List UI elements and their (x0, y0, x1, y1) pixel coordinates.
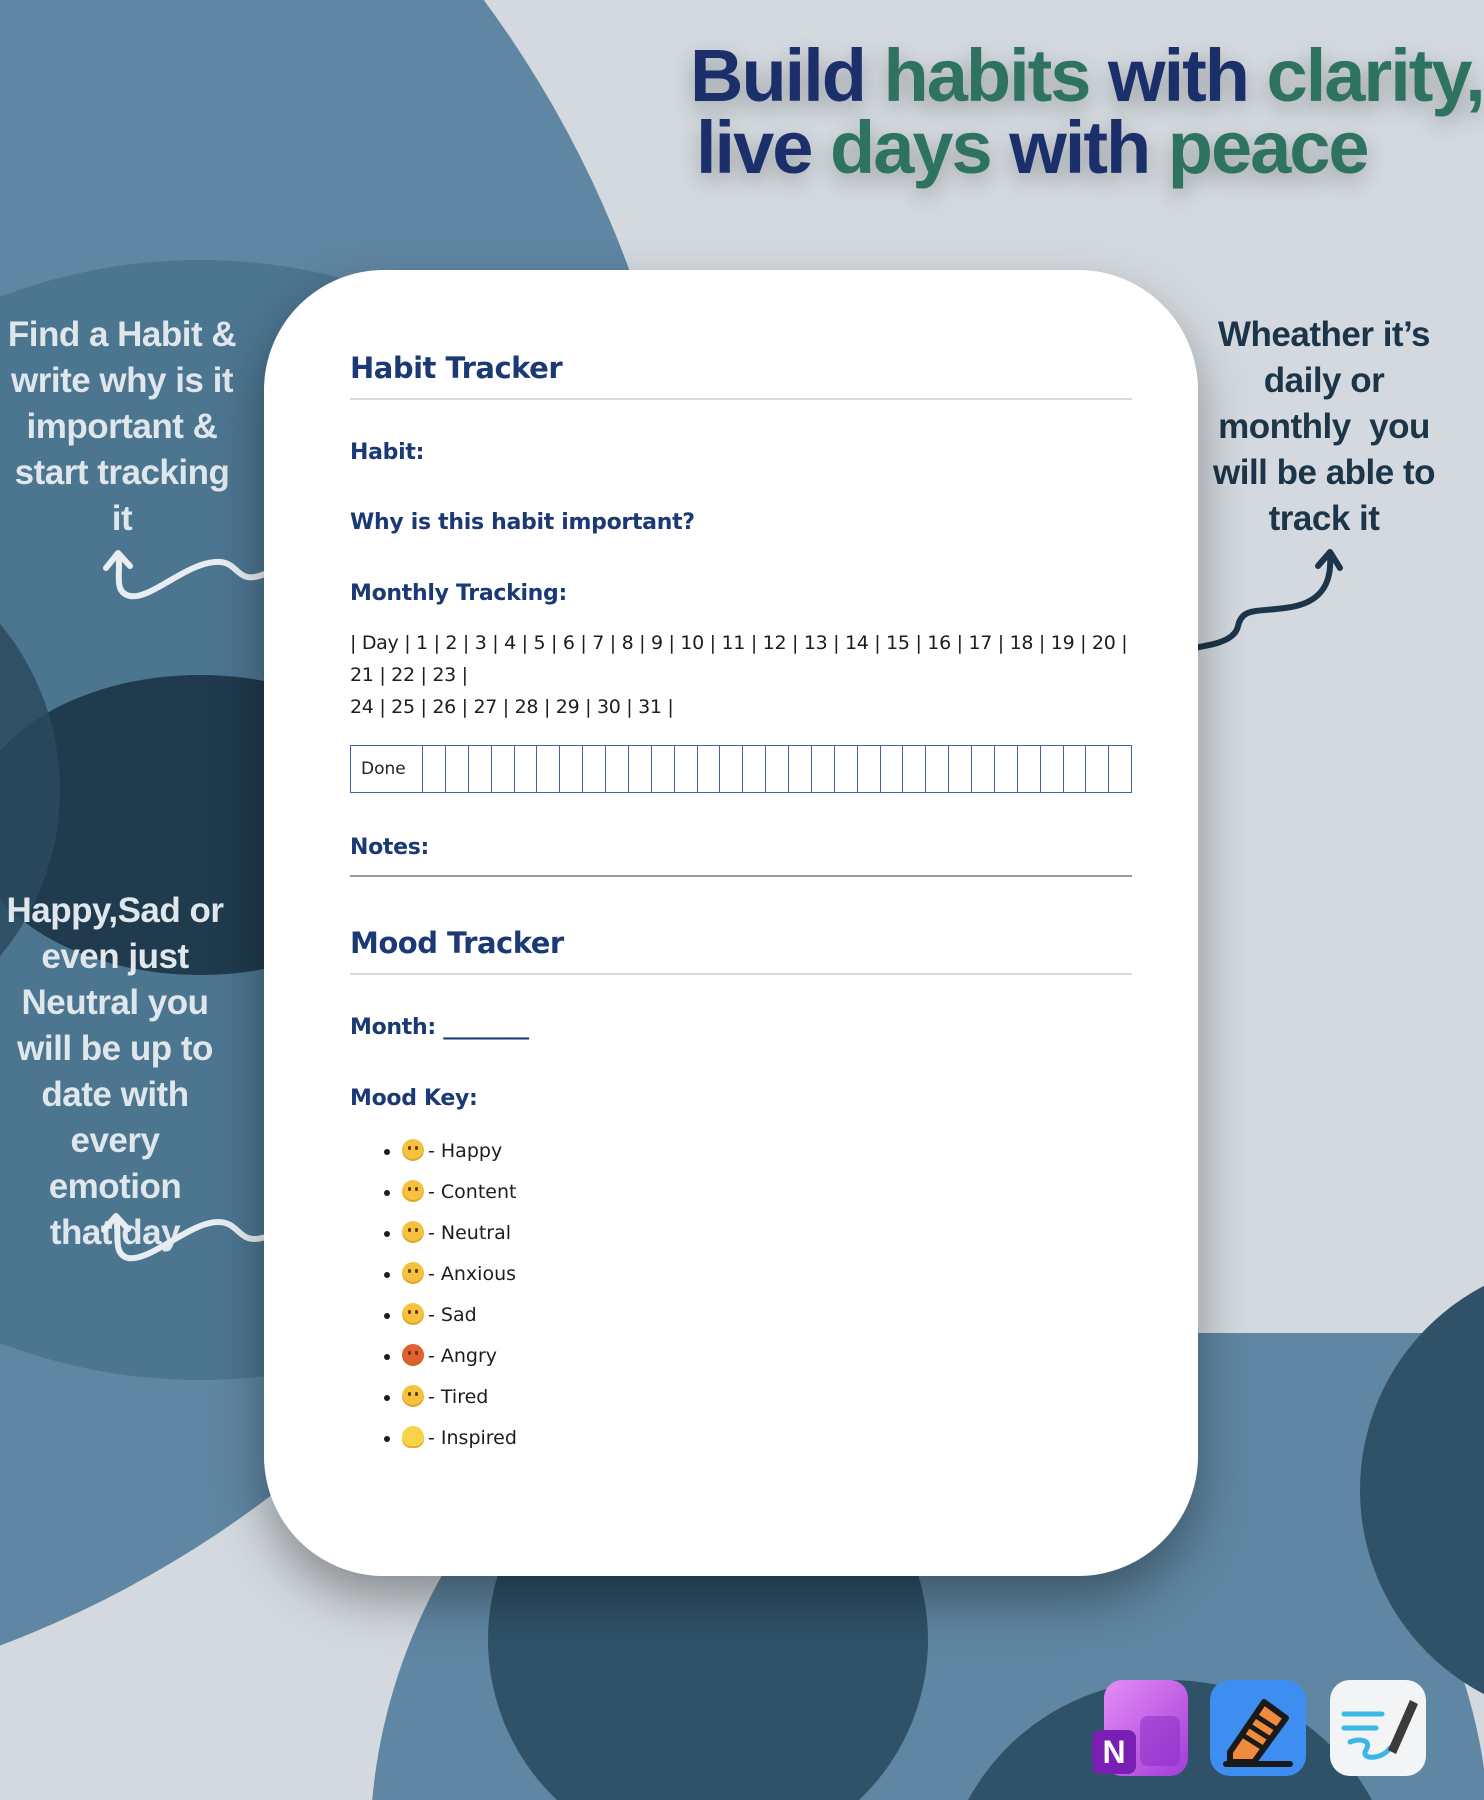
callout-daily-monthly (1212, 312, 1436, 542)
notability-app-icon (1330, 1680, 1426, 1776)
done-checkbox-cell[interactable] (446, 746, 469, 792)
divider (350, 398, 1132, 400)
habit-tracker-title: Habit Tracker (350, 351, 563, 385)
done-checkbox-cell[interactable] (1109, 746, 1131, 792)
light-bulb-icon (402, 1426, 424, 1448)
done-checkbox-cell[interactable] (949, 746, 972, 792)
callout-line: will be up to (17, 1029, 213, 1068)
done-checkbox-cell[interactable] (629, 746, 652, 792)
callout-line: start tracking (14, 453, 230, 492)
pensive-face-icon (402, 1303, 424, 1325)
mood-label: - Tired (428, 1386, 489, 1408)
headline-word: live (696, 106, 830, 189)
mood-label: - Happy (428, 1140, 503, 1162)
done-checkbox-cell[interactable] (1018, 746, 1041, 792)
day-list-line: 24 | 25 | 26 | 27 | 28 | 29 | 30 | 31 | (350, 696, 674, 718)
callout-line: it (111, 499, 133, 538)
handwriting-icon (1330, 1680, 1426, 1776)
notes-line (350, 875, 1132, 877)
headline-accent-word: clarity, (1266, 34, 1484, 117)
mood-tracker-title: Mood Tracker (350, 926, 564, 960)
headline-word: with (1108, 34, 1267, 117)
callout-line: Find a Habit & (7, 315, 237, 354)
onenote-letter: N (1102, 1734, 1126, 1770)
day-list-line: | Day | 1 | 2 | 3 | 4 | 5 | 6 | 7 | 8 | 9 | 10 | 11 | 12 | 13 | 14 | 15 | 16 | 17 | 18 | 19 | 20 | 21 | 22 | 23 | (350, 632, 1128, 686)
done-checkbox-cell[interactable] (743, 746, 766, 792)
mood-label: - Content (428, 1181, 517, 1203)
callout-line: that day (49, 1213, 181, 1252)
mood-label: - Sad (428, 1304, 477, 1326)
done-checkbox-cell[interactable] (972, 746, 995, 792)
mood-item-angry (402, 1341, 1132, 1382)
mood-label: - Anxious (428, 1263, 517, 1285)
done-checkbox-cell[interactable] (881, 746, 904, 792)
done-checkbox-cell[interactable] (423, 746, 446, 792)
month-field[interactable]: Month: ________ (350, 1015, 529, 1040)
planner-content (350, 348, 1132, 1464)
smiling-face-icon (402, 1180, 424, 1202)
done-checkbox-cell[interactable] (1064, 746, 1087, 792)
callout-line: Wheather it’s (1218, 315, 1430, 354)
done-checkbox-cell[interactable] (858, 746, 881, 792)
headline-accent-word: peace (1167, 106, 1368, 189)
done-checkbox-cell[interactable] (1086, 746, 1109, 792)
headline-line-2 (690, 106, 1430, 189)
mood-key-list (350, 1136, 1132, 1464)
done-checkbox-cell[interactable] (537, 746, 560, 792)
done-checkbox-cell[interactable] (766, 746, 789, 792)
done-checkbox-cell[interactable] (698, 746, 721, 792)
callout-find-habit (4, 312, 240, 542)
onenote-app-icon (1092, 1680, 1188, 1776)
callout-line: every emotion (48, 1121, 182, 1206)
done-checkbox-cell[interactable] (903, 746, 926, 792)
callout-line: daily or (1263, 361, 1385, 400)
headline-word: Build (690, 34, 884, 117)
done-checkbox-cell[interactable] (995, 746, 1018, 792)
done-tracking-row (350, 745, 1132, 793)
callout-line: Happy,Sad or (6, 891, 224, 930)
callout-line: date with (41, 1075, 189, 1114)
mood-item-neutral (402, 1218, 1132, 1259)
worried-face-icon (402, 1262, 424, 1284)
done-checkbox-cell[interactable] (492, 746, 515, 792)
callout-line: even just (41, 937, 189, 976)
mood-label: - Neutral (428, 1222, 512, 1244)
notes-label[interactable]: Notes: (350, 835, 430, 860)
headline (690, 34, 1484, 189)
planner-page-card (264, 270, 1198, 1576)
onenote-logo (1092, 1680, 1188, 1776)
done-checkbox-cell[interactable] (720, 746, 743, 792)
mood-label: - Inspired (428, 1427, 517, 1449)
done-checkbox-cell[interactable] (926, 746, 949, 792)
headline-line-1 (690, 34, 1484, 117)
day-number-list (350, 627, 1132, 723)
mood-item-anxious (402, 1259, 1132, 1300)
mood-item-tired (402, 1382, 1132, 1423)
headline-accent-word: habits (883, 34, 1109, 117)
angry-face-icon (402, 1344, 424, 1366)
divider (350, 973, 1132, 975)
mood-key-label: Mood Key: (350, 1086, 478, 1111)
done-checkbox-cell[interactable] (583, 746, 606, 792)
callout-line: Neutral you (21, 983, 209, 1022)
mood-item-content (402, 1177, 1132, 1218)
mood-label: - Angry (428, 1345, 498, 1367)
monthly-tracking-label: Monthly Tracking: (350, 581, 567, 606)
mood-item-inspired (402, 1423, 1132, 1464)
headline-word: with (1009, 106, 1168, 189)
callout-line: write why is it (11, 361, 233, 400)
callout-mood (0, 888, 230, 1256)
done-checkbox-cell[interactable] (812, 746, 835, 792)
done-checkbox-cell[interactable] (560, 746, 583, 792)
callout-line: will be able to (1213, 453, 1435, 492)
habit-label[interactable]: Habit: (350, 440, 425, 465)
why-important-label[interactable]: Why is this habit important? (350, 510, 695, 535)
grinning-face-icon (402, 1139, 424, 1161)
callout-line: track it (1268, 499, 1380, 538)
sleeping-face-icon (402, 1385, 424, 1407)
neutral-face-icon (402, 1221, 424, 1243)
done-label: Done (351, 746, 423, 792)
done-checkbox-cell[interactable] (652, 746, 675, 792)
done-checkbox-cell[interactable] (515, 746, 538, 792)
done-checkbox-cell[interactable] (1041, 746, 1064, 792)
callout-line: important & (26, 407, 218, 446)
done-checkbox-cell[interactable] (789, 746, 812, 792)
done-checkbox-cell[interactable] (675, 746, 698, 792)
done-checkbox-cell[interactable] (606, 746, 629, 792)
pencil-icon (1210, 1680, 1306, 1776)
done-checkbox-cell[interactable] (469, 746, 492, 792)
mood-item-happy (402, 1136, 1132, 1177)
goodnotes-app-icon (1210, 1680, 1306, 1776)
done-checkbox-cell[interactable] (835, 746, 858, 792)
callout-line: monthly you (1218, 407, 1430, 446)
mood-item-sad (402, 1300, 1132, 1341)
headline-accent-word: days (830, 106, 1010, 189)
